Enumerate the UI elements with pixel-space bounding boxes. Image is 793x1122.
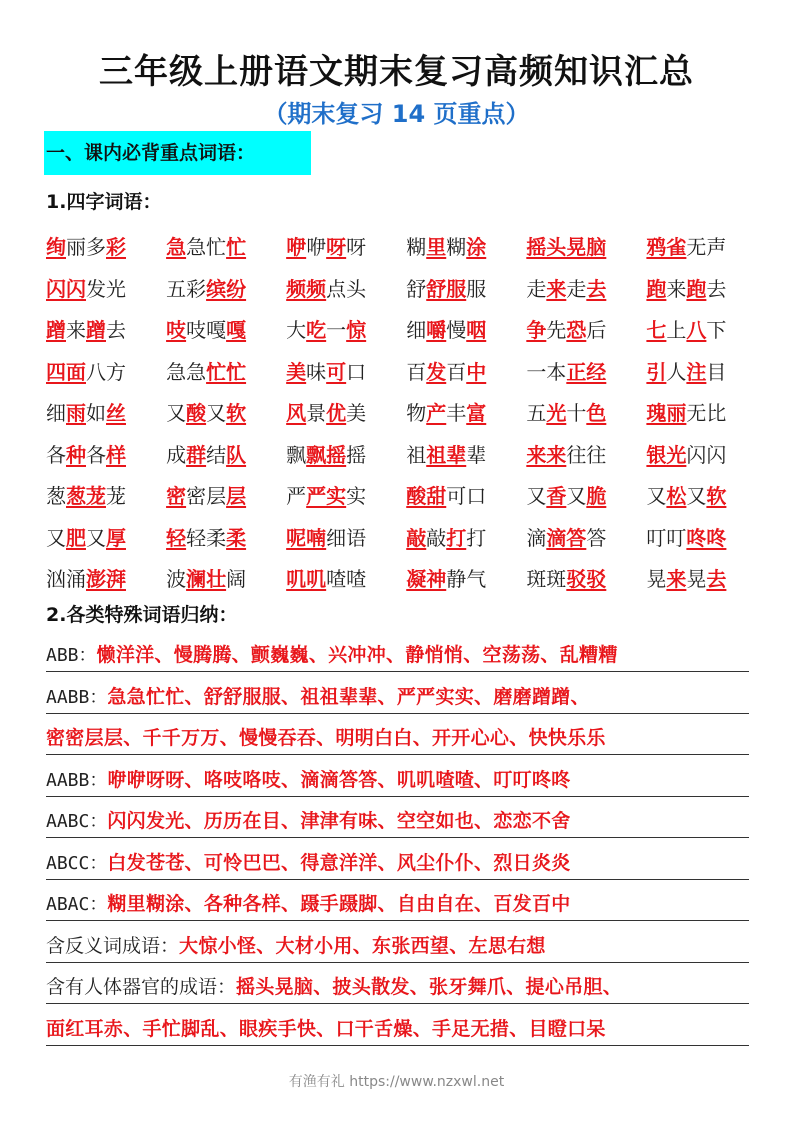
plain-char: 糊 bbox=[406, 235, 427, 260]
word-cell bbox=[166, 231, 286, 260]
key-char: 嚼 bbox=[426, 318, 447, 343]
category-label: ABB： bbox=[46, 645, 97, 666]
key-char: 惊 bbox=[346, 318, 367, 343]
underline-divider bbox=[46, 837, 749, 838]
plain-char: 又 bbox=[566, 484, 587, 509]
plain-char: 可口 bbox=[446, 484, 487, 509]
plain-char: 十 bbox=[566, 401, 587, 426]
key-char: 跑 bbox=[686, 276, 707, 301]
plain-char: 点头 bbox=[326, 276, 367, 301]
plain-char: 往往 bbox=[566, 442, 607, 467]
word-cell bbox=[46, 563, 166, 592]
word-category-line bbox=[46, 802, 749, 840]
category-items: 闪闪发光、历历在目、津津有味、空空如也、恋恋不舍 bbox=[107, 810, 571, 832]
key-char: 肥 bbox=[66, 525, 86, 550]
word-cell bbox=[406, 314, 526, 343]
plain-char: 斑斑 bbox=[526, 567, 567, 592]
key-char: 脆 bbox=[586, 484, 607, 509]
word-cell bbox=[46, 522, 166, 551]
word-cell bbox=[526, 480, 646, 509]
key-char: 葱茏 bbox=[66, 484, 106, 509]
word-cell bbox=[646, 273, 756, 302]
underline-divider bbox=[46, 671, 749, 672]
plain-char: 摇 bbox=[346, 442, 367, 467]
key-char: 雨 bbox=[66, 401, 86, 426]
plain-char: 晃 bbox=[686, 567, 707, 592]
underline-divider bbox=[46, 920, 749, 921]
key-char: 吃 bbox=[306, 318, 327, 343]
plain-char: 喳喳 bbox=[326, 567, 367, 592]
word-cell bbox=[166, 356, 286, 385]
plain-char: 各 bbox=[86, 442, 106, 467]
key-char: 柔 bbox=[226, 525, 247, 550]
key-char: 美 bbox=[286, 359, 307, 384]
plain-char: 轻柔 bbox=[186, 525, 227, 550]
plain-char: 又 bbox=[46, 525, 66, 550]
key-char: 呀 bbox=[326, 235, 347, 260]
word-cell bbox=[526, 231, 646, 260]
word-category-line bbox=[46, 927, 749, 965]
plain-char: 呀 bbox=[346, 235, 367, 260]
subheading-four-char-words: 1.四字词语： bbox=[46, 191, 162, 213]
plain-char: 叮叮 bbox=[646, 525, 687, 550]
plain-char: 物 bbox=[406, 401, 427, 426]
plain-char: 各 bbox=[46, 442, 66, 467]
word-category-line bbox=[46, 968, 749, 1006]
word-cell bbox=[46, 439, 166, 468]
word-cell bbox=[526, 397, 646, 426]
key-char: 彩 bbox=[106, 235, 126, 260]
plain-char: 祖 bbox=[406, 442, 427, 467]
plain-char: 一本 bbox=[526, 359, 567, 384]
key-char: 层 bbox=[226, 484, 247, 509]
category-label: 含反义词成语： bbox=[46, 935, 180, 957]
word-category-line bbox=[46, 761, 749, 799]
word-category-line bbox=[46, 678, 749, 716]
word-cell bbox=[286, 563, 406, 592]
word-cell bbox=[526, 356, 646, 385]
key-char: 舒服 bbox=[426, 276, 467, 301]
word-cell bbox=[46, 480, 166, 509]
key-char: 呢喃 bbox=[286, 525, 327, 550]
plain-char: 来 bbox=[666, 276, 687, 301]
page-title: 三年级上册语文期末复习高频知识汇总 bbox=[99, 52, 694, 92]
plain-char: 严 bbox=[286, 484, 307, 509]
category-items: 大惊小怪、大材小用、东张西望、左思右想 bbox=[179, 935, 546, 957]
word-cell bbox=[406, 356, 526, 385]
word-cell bbox=[286, 273, 406, 302]
word-cell bbox=[406, 480, 526, 509]
key-char: 发 bbox=[426, 359, 447, 384]
word-cell bbox=[286, 439, 406, 468]
plain-char: 发光 bbox=[86, 276, 126, 301]
key-char: 忙 bbox=[226, 235, 247, 260]
plain-char: 目 bbox=[706, 359, 727, 384]
plain-char: 景 bbox=[306, 401, 327, 426]
plain-char: 下 bbox=[706, 318, 727, 343]
plain-char: 又 bbox=[646, 484, 667, 509]
word-cell bbox=[166, 397, 286, 426]
word-category-line bbox=[46, 844, 749, 882]
key-char: 缤纷 bbox=[206, 276, 247, 301]
plain-char: 茏 bbox=[106, 484, 126, 509]
category-items: 咿咿呀呀、咯吱咯吱、滴滴答答、叽叽喳喳、叮叮咚咚 bbox=[107, 769, 571, 791]
plain-char: 走 bbox=[526, 276, 547, 301]
word-cell bbox=[166, 314, 286, 343]
plain-char: 闪闪 bbox=[686, 442, 727, 467]
plain-char: 五 bbox=[526, 401, 547, 426]
plain-char: 打 bbox=[466, 525, 487, 550]
key-char: 丝 bbox=[106, 401, 126, 426]
plain-char: 实 bbox=[346, 484, 367, 509]
word-cell bbox=[406, 439, 526, 468]
plain-char: 百 bbox=[406, 359, 427, 384]
word-cell bbox=[166, 563, 286, 592]
plain-char: 答 bbox=[586, 525, 607, 550]
underline-divider bbox=[46, 1045, 749, 1046]
plain-char: 丽多 bbox=[66, 235, 106, 260]
word-grid-row bbox=[46, 557, 756, 599]
underline-divider bbox=[46, 754, 749, 755]
word-cell bbox=[166, 273, 286, 302]
plain-char: 又 bbox=[206, 401, 227, 426]
word-cell bbox=[646, 314, 756, 343]
key-char: 产 bbox=[426, 401, 447, 426]
key-char: 松 bbox=[666, 484, 687, 509]
plain-char: 结 bbox=[206, 442, 227, 467]
key-char: 酸甜 bbox=[406, 484, 447, 509]
key-char: 富 bbox=[466, 401, 487, 426]
key-char: 严实 bbox=[306, 484, 347, 509]
section-heading: 一、课内必背重点词语： bbox=[44, 131, 311, 175]
plain-char: 细 bbox=[406, 318, 427, 343]
key-char: 蹭 bbox=[46, 318, 66, 343]
key-char: 里 bbox=[426, 235, 447, 260]
word-cell bbox=[166, 522, 286, 551]
word-cell bbox=[166, 439, 286, 468]
word-cell bbox=[646, 397, 756, 426]
key-char: 引 bbox=[646, 359, 667, 384]
word-cell bbox=[526, 522, 646, 551]
key-char: 群 bbox=[186, 442, 207, 467]
word-cell bbox=[526, 439, 646, 468]
key-char: 正经 bbox=[566, 359, 607, 384]
word-cell bbox=[46, 356, 166, 385]
plain-char: 无声 bbox=[686, 235, 727, 260]
word-category-line bbox=[46, 636, 749, 674]
key-char: 密 bbox=[166, 484, 187, 509]
word-cell bbox=[406, 522, 526, 551]
four-char-word-grid bbox=[46, 225, 756, 599]
footer-watermark: 有渔有礼 https://www.nzxwl.net bbox=[288, 1074, 505, 1090]
plain-char: 吱嘎 bbox=[186, 318, 227, 343]
key-char: 打 bbox=[446, 525, 467, 550]
word-cell bbox=[406, 397, 526, 426]
word-grid-row bbox=[46, 516, 756, 558]
key-char: 酸 bbox=[186, 401, 207, 426]
word-grid-row bbox=[46, 267, 756, 309]
word-grid-row bbox=[46, 433, 756, 475]
plain-char: 细语 bbox=[326, 525, 367, 550]
word-cell bbox=[46, 397, 166, 426]
key-char: 中 bbox=[466, 359, 487, 384]
plain-char: 静气 bbox=[446, 567, 487, 592]
plain-char: 飘 bbox=[286, 442, 307, 467]
key-char: 咽 bbox=[466, 318, 487, 343]
key-char: 忙忙 bbox=[206, 359, 247, 384]
key-char: 敲 bbox=[406, 525, 427, 550]
plain-char: 滴 bbox=[526, 525, 547, 550]
key-char: 来 bbox=[546, 276, 567, 301]
key-char: 蹭 bbox=[86, 318, 106, 343]
key-char: 滴答 bbox=[546, 525, 587, 550]
category-items: 糊里糊涂、各种各样、蹑手蹑脚、自由自在、百发百中 bbox=[107, 893, 571, 915]
plain-char: 敲 bbox=[426, 525, 447, 550]
page-subtitle: （期末复习 14 页重点） bbox=[263, 100, 530, 128]
word-cell bbox=[646, 563, 756, 592]
word-cell bbox=[286, 231, 406, 260]
key-char: 凝神 bbox=[406, 567, 447, 592]
key-char: 急 bbox=[166, 235, 187, 260]
underline-divider bbox=[46, 879, 749, 880]
key-char: 轻 bbox=[166, 525, 187, 550]
plain-char: 先 bbox=[546, 318, 567, 343]
key-char: 澜壮 bbox=[186, 567, 227, 592]
word-cell bbox=[286, 314, 406, 343]
plain-char: 五彩 bbox=[166, 276, 207, 301]
key-char: 软 bbox=[226, 401, 247, 426]
key-char: 瑰丽 bbox=[646, 401, 687, 426]
plain-char: 服 bbox=[466, 276, 487, 301]
key-char: 争 bbox=[526, 318, 547, 343]
key-char: 闪闪 bbox=[46, 276, 86, 301]
plain-char: 细 bbox=[46, 401, 66, 426]
plain-char: 来 bbox=[66, 318, 86, 343]
plain-char: 葱 bbox=[46, 484, 66, 509]
plain-char: 糊 bbox=[446, 235, 467, 260]
plain-char: 口 bbox=[346, 359, 367, 384]
key-char: 频频 bbox=[286, 276, 327, 301]
plain-char: 咿 bbox=[306, 235, 327, 260]
category-items: 白发苍苍、可怜巴巴、得意洋洋、风尘仆仆、烈日炎炎 bbox=[107, 852, 571, 874]
plain-char: 汹涌 bbox=[46, 567, 86, 592]
word-cell bbox=[286, 356, 406, 385]
plain-char: 慢 bbox=[446, 318, 467, 343]
category-items: 懒洋洋、慢腾腾、颤巍巍、兴冲冲、静悄悄、空荡荡、乱糟糟 bbox=[96, 644, 618, 666]
word-category-line bbox=[46, 1010, 749, 1048]
key-char: 鸦雀 bbox=[646, 235, 687, 260]
word-cell bbox=[526, 563, 646, 592]
plain-char: 无比 bbox=[686, 401, 727, 426]
plain-char: 辈 bbox=[466, 442, 487, 467]
subheading-special-words: 2.各类特殊词语归纳： bbox=[46, 604, 238, 626]
plain-char: 密层 bbox=[186, 484, 227, 509]
word-cell bbox=[646, 522, 756, 551]
key-char: 色 bbox=[586, 401, 607, 426]
category-items: 密密层层、千千万万、慢慢吞吞、明明白白、开开心心、快快乐乐 bbox=[46, 727, 606, 749]
key-char: 优 bbox=[326, 401, 347, 426]
plain-char: 又 bbox=[86, 525, 106, 550]
key-char: 光 bbox=[546, 401, 567, 426]
key-char: 绚 bbox=[46, 235, 66, 260]
category-label: AABC： bbox=[46, 811, 108, 832]
plain-char: 八方 bbox=[86, 359, 126, 384]
plain-char: 成 bbox=[166, 442, 187, 467]
key-char: 澎湃 bbox=[86, 567, 126, 592]
plain-char: 后 bbox=[586, 318, 607, 343]
plain-char: 阔 bbox=[226, 567, 247, 592]
key-char: 去 bbox=[586, 276, 607, 301]
key-char: 咚咚 bbox=[686, 525, 727, 550]
category-label: ABAC： bbox=[46, 894, 108, 915]
key-char: 香 bbox=[546, 484, 567, 509]
word-cell bbox=[646, 356, 756, 385]
key-char: 祖辈 bbox=[426, 442, 467, 467]
word-grid-row bbox=[46, 225, 756, 267]
word-cell bbox=[406, 231, 526, 260]
word-grid-row bbox=[46, 474, 756, 516]
plain-char: 上 bbox=[666, 318, 687, 343]
word-category-line bbox=[46, 719, 749, 757]
key-char: 厚 bbox=[106, 525, 126, 550]
key-char: 八 bbox=[686, 318, 707, 343]
word-grid-row bbox=[46, 391, 756, 433]
word-cell bbox=[46, 314, 166, 343]
category-items: 面红耳赤、手忙脚乱、眼疾手快、口干舌燥、手足无措、目瞪口呆 bbox=[46, 1018, 606, 1040]
word-category-line bbox=[46, 885, 749, 923]
key-char: 叽叽 bbox=[286, 567, 327, 592]
key-char: 七 bbox=[646, 318, 667, 343]
underline-divider bbox=[46, 796, 749, 797]
key-char: 样 bbox=[106, 442, 126, 467]
key-char: 驳驳 bbox=[566, 567, 607, 592]
word-cell bbox=[286, 397, 406, 426]
plain-char: 急忙 bbox=[186, 235, 227, 260]
word-cell bbox=[406, 273, 526, 302]
key-char: 软 bbox=[706, 484, 727, 509]
plain-char: 大 bbox=[286, 318, 307, 343]
key-char: 可 bbox=[326, 359, 347, 384]
plain-char: 晃 bbox=[646, 567, 667, 592]
word-cell bbox=[406, 563, 526, 592]
key-char: 风 bbox=[286, 401, 307, 426]
category-items: 急急忙忙、舒舒服服、祖祖辈辈、严严实实、磨磨蹭蹭、 bbox=[107, 686, 590, 708]
category-label: AABB： bbox=[46, 687, 108, 708]
category-items: 摇头晃脑、披头散发、张牙舞爪、提心吊胆、 bbox=[236, 976, 623, 998]
plain-char: 急急 bbox=[166, 359, 207, 384]
word-cell bbox=[646, 439, 756, 468]
underline-divider bbox=[46, 713, 749, 714]
plain-char: 一 bbox=[326, 318, 347, 343]
plain-char: 去 bbox=[706, 276, 727, 301]
word-cell bbox=[46, 231, 166, 260]
plain-char: 如 bbox=[86, 401, 106, 426]
word-cell bbox=[286, 522, 406, 551]
plain-char: 走 bbox=[566, 276, 587, 301]
key-char: 恐 bbox=[566, 318, 587, 343]
key-char: 跑 bbox=[646, 276, 667, 301]
key-char: 摇头晃脑 bbox=[526, 235, 607, 260]
plain-char: 波 bbox=[166, 567, 187, 592]
underline-divider bbox=[46, 962, 749, 963]
plain-char: 又 bbox=[526, 484, 547, 509]
word-cell bbox=[526, 273, 646, 302]
plain-char: 人 bbox=[666, 359, 687, 384]
plain-char: 又 bbox=[686, 484, 707, 509]
key-char: 涂 bbox=[466, 235, 487, 260]
plain-char: 百 bbox=[446, 359, 467, 384]
category-label: ABCC： bbox=[46, 853, 108, 874]
key-char: 吱 bbox=[166, 318, 187, 343]
word-cell bbox=[646, 231, 756, 260]
word-grid-row bbox=[46, 308, 756, 350]
category-label: 含有人体器官的成语： bbox=[46, 976, 237, 998]
word-grid-row bbox=[46, 350, 756, 392]
key-char: 飘摇 bbox=[306, 442, 347, 467]
plain-char: 舒 bbox=[406, 276, 427, 301]
plain-char: 味 bbox=[306, 359, 327, 384]
plain-char: 去 bbox=[106, 318, 126, 343]
word-cell bbox=[646, 480, 756, 509]
key-char: 来来 bbox=[526, 442, 567, 467]
key-char: 四面 bbox=[46, 359, 86, 384]
word-cell bbox=[286, 480, 406, 509]
key-char: 注 bbox=[686, 359, 707, 384]
word-cell bbox=[166, 480, 286, 509]
plain-char: 又 bbox=[166, 401, 187, 426]
plain-char: 美 bbox=[346, 401, 367, 426]
underline-divider bbox=[46, 1003, 749, 1004]
word-cell bbox=[46, 273, 166, 302]
key-char: 队 bbox=[226, 442, 247, 467]
key-char: 去 bbox=[706, 567, 727, 592]
key-char: 种 bbox=[66, 442, 86, 467]
key-char: 银光 bbox=[646, 442, 687, 467]
plain-char: 丰 bbox=[446, 401, 467, 426]
category-label: AABB： bbox=[46, 770, 108, 791]
key-char: 来 bbox=[666, 567, 687, 592]
key-char: 咿 bbox=[286, 235, 307, 260]
key-char: 嘎 bbox=[226, 318, 247, 343]
word-cell bbox=[526, 314, 646, 343]
